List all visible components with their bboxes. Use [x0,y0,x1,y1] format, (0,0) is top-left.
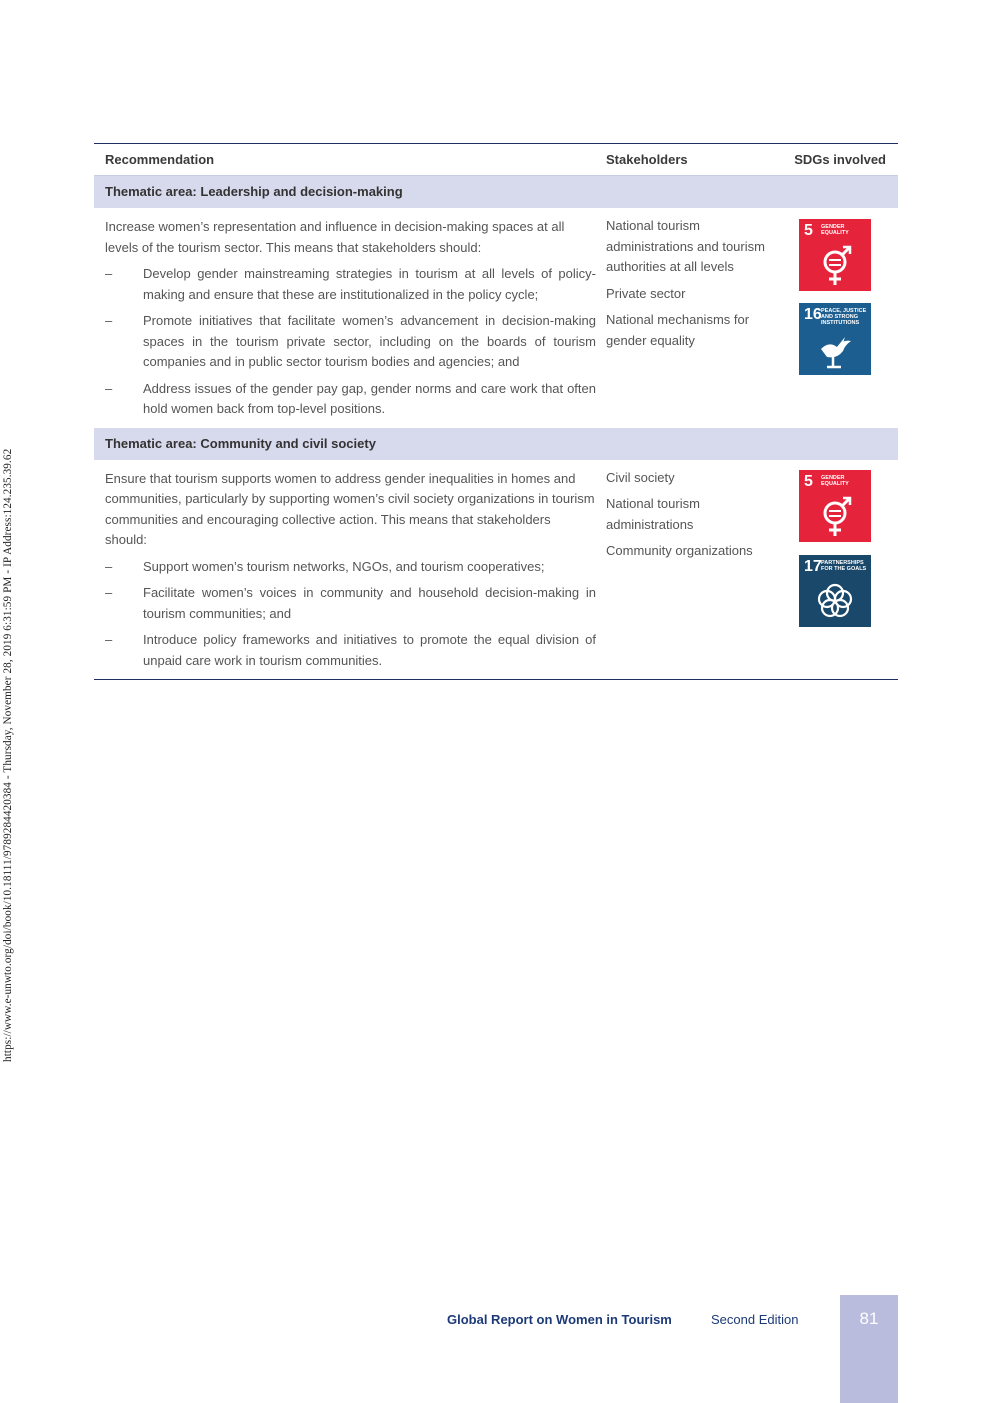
recommendation-row [94,208,898,428]
sdg-17-badge [799,555,871,627]
list-item [105,264,596,305]
page-number-box [840,1295,898,1403]
sdg-number: 5 [804,472,813,490]
stakeholders-cell [606,460,784,680]
sdg-5-badge [799,470,871,542]
sdgs-cell [784,208,898,428]
bullet-text: Support women’s tourism networks, NGOs, and tourism cooperatives; [143,558,545,574]
sdgs-cell [784,460,898,680]
partnership-rings-icon [799,555,871,627]
gender-equality-icon [799,470,871,542]
list-item [105,379,596,420]
recommendation-cell [94,460,606,680]
sdg-label: PARTNERSHIPS FOR THE GOALS [821,559,867,572]
stakeholder-item: National mechanisms for gender equality [606,312,750,348]
bullet-dash: – [105,558,113,574]
bullet-dash: – [105,632,113,647]
header-sdgs: SDGs involved [784,144,898,176]
list-item [105,311,596,373]
recommendation-intro: Ensure that tourism supports women to address gender inequalities in homes and communities, particularly by supporting women’s civil society organizations in tourism communities and encouraging collective action. This means that stakeholders should: [105,470,595,547]
list-item [105,557,596,578]
gender-equality-icon [799,219,871,291]
header-stakeholders: Stakeholders [606,144,784,176]
recommendation-intro: Increase women’s representation and influence in decision-making spaces at all levels of the tourism sector. This means that stakeholders should: [105,219,565,255]
stakeholders-cell [606,208,784,428]
sdg-16-badge [799,303,871,375]
theme-heading: Thematic area: Community and civil society [94,428,898,460]
stakeholder-item: Community organizations [606,543,753,558]
bullet-text: Introduce policy frameworks and initiatives to promote the equal division of unpaid care work in tourism communities. [143,632,596,668]
bullet-dash: – [105,585,113,600]
sdg-label: GENDER EQUALITY [821,474,849,487]
theme-row [94,428,898,460]
theme-row [94,176,898,209]
stakeholder-item: Civil society [606,469,675,485]
footer-edition: Second Edition [711,1312,799,1327]
download-watermark: https://www.e-unwto.org/doi/book/10.18111/9789284420384 - Thursday, November 28, 2019 6:31:59 PM - IP Address:124.235.39.62 [2,448,14,1062]
bullet-dash: – [105,313,113,328]
dove-icon [799,303,871,375]
sdg-label: PEACE, JUSTICE AND STRONG INSTITUTIONS [821,308,867,326]
bullet-text: Promote initiatives that facilitate women’s advancement in decision-making spaces in the tourism private sector, including on the boards of tourism companies and in public sector tourism bodies and agencies; and [143,313,596,369]
bullet-text: Develop gender mainstreaming strategies in tourism at all levels of policy-making and ensure that these are institutionalized in the policy cycle; [143,266,596,302]
bullet-text: Address issues of the gender pay gap, gender norms and care work that often hold women back from top-level positions. [143,380,596,416]
bullet-dash: – [105,380,113,396]
recommendations-table [94,143,898,680]
recommendation-row [94,460,898,680]
sdg-5-badge [799,219,871,291]
footer-report-title: Global Report on Women in Tourism [447,1312,672,1327]
stakeholder-item: Private sector [606,285,686,301]
recommendation-cell [94,208,606,428]
stakeholder-item: National tourism administrations [606,496,700,532]
sdg-label: GENDER EQUALITY [821,224,849,236]
stakeholder-item: National tourism administrations and tourism authorities at all levels [606,218,765,274]
table-header-row [94,144,898,176]
sdg-number: 5 [804,222,813,239]
theme-heading: Thematic area: Leadership and decision-making [94,176,898,209]
bullet-dash: – [105,266,113,281]
sdg-number: 17 [804,557,822,575]
list-item [105,630,596,671]
bullet-text: Facilitate women’s voices in community and household decision-making in tourism communities; and [143,585,596,621]
page-number: 81 [859,1309,879,1328]
header-recommendation: Recommendation [94,144,606,176]
list-item [105,583,596,624]
sdg-number: 16 [804,306,822,323]
